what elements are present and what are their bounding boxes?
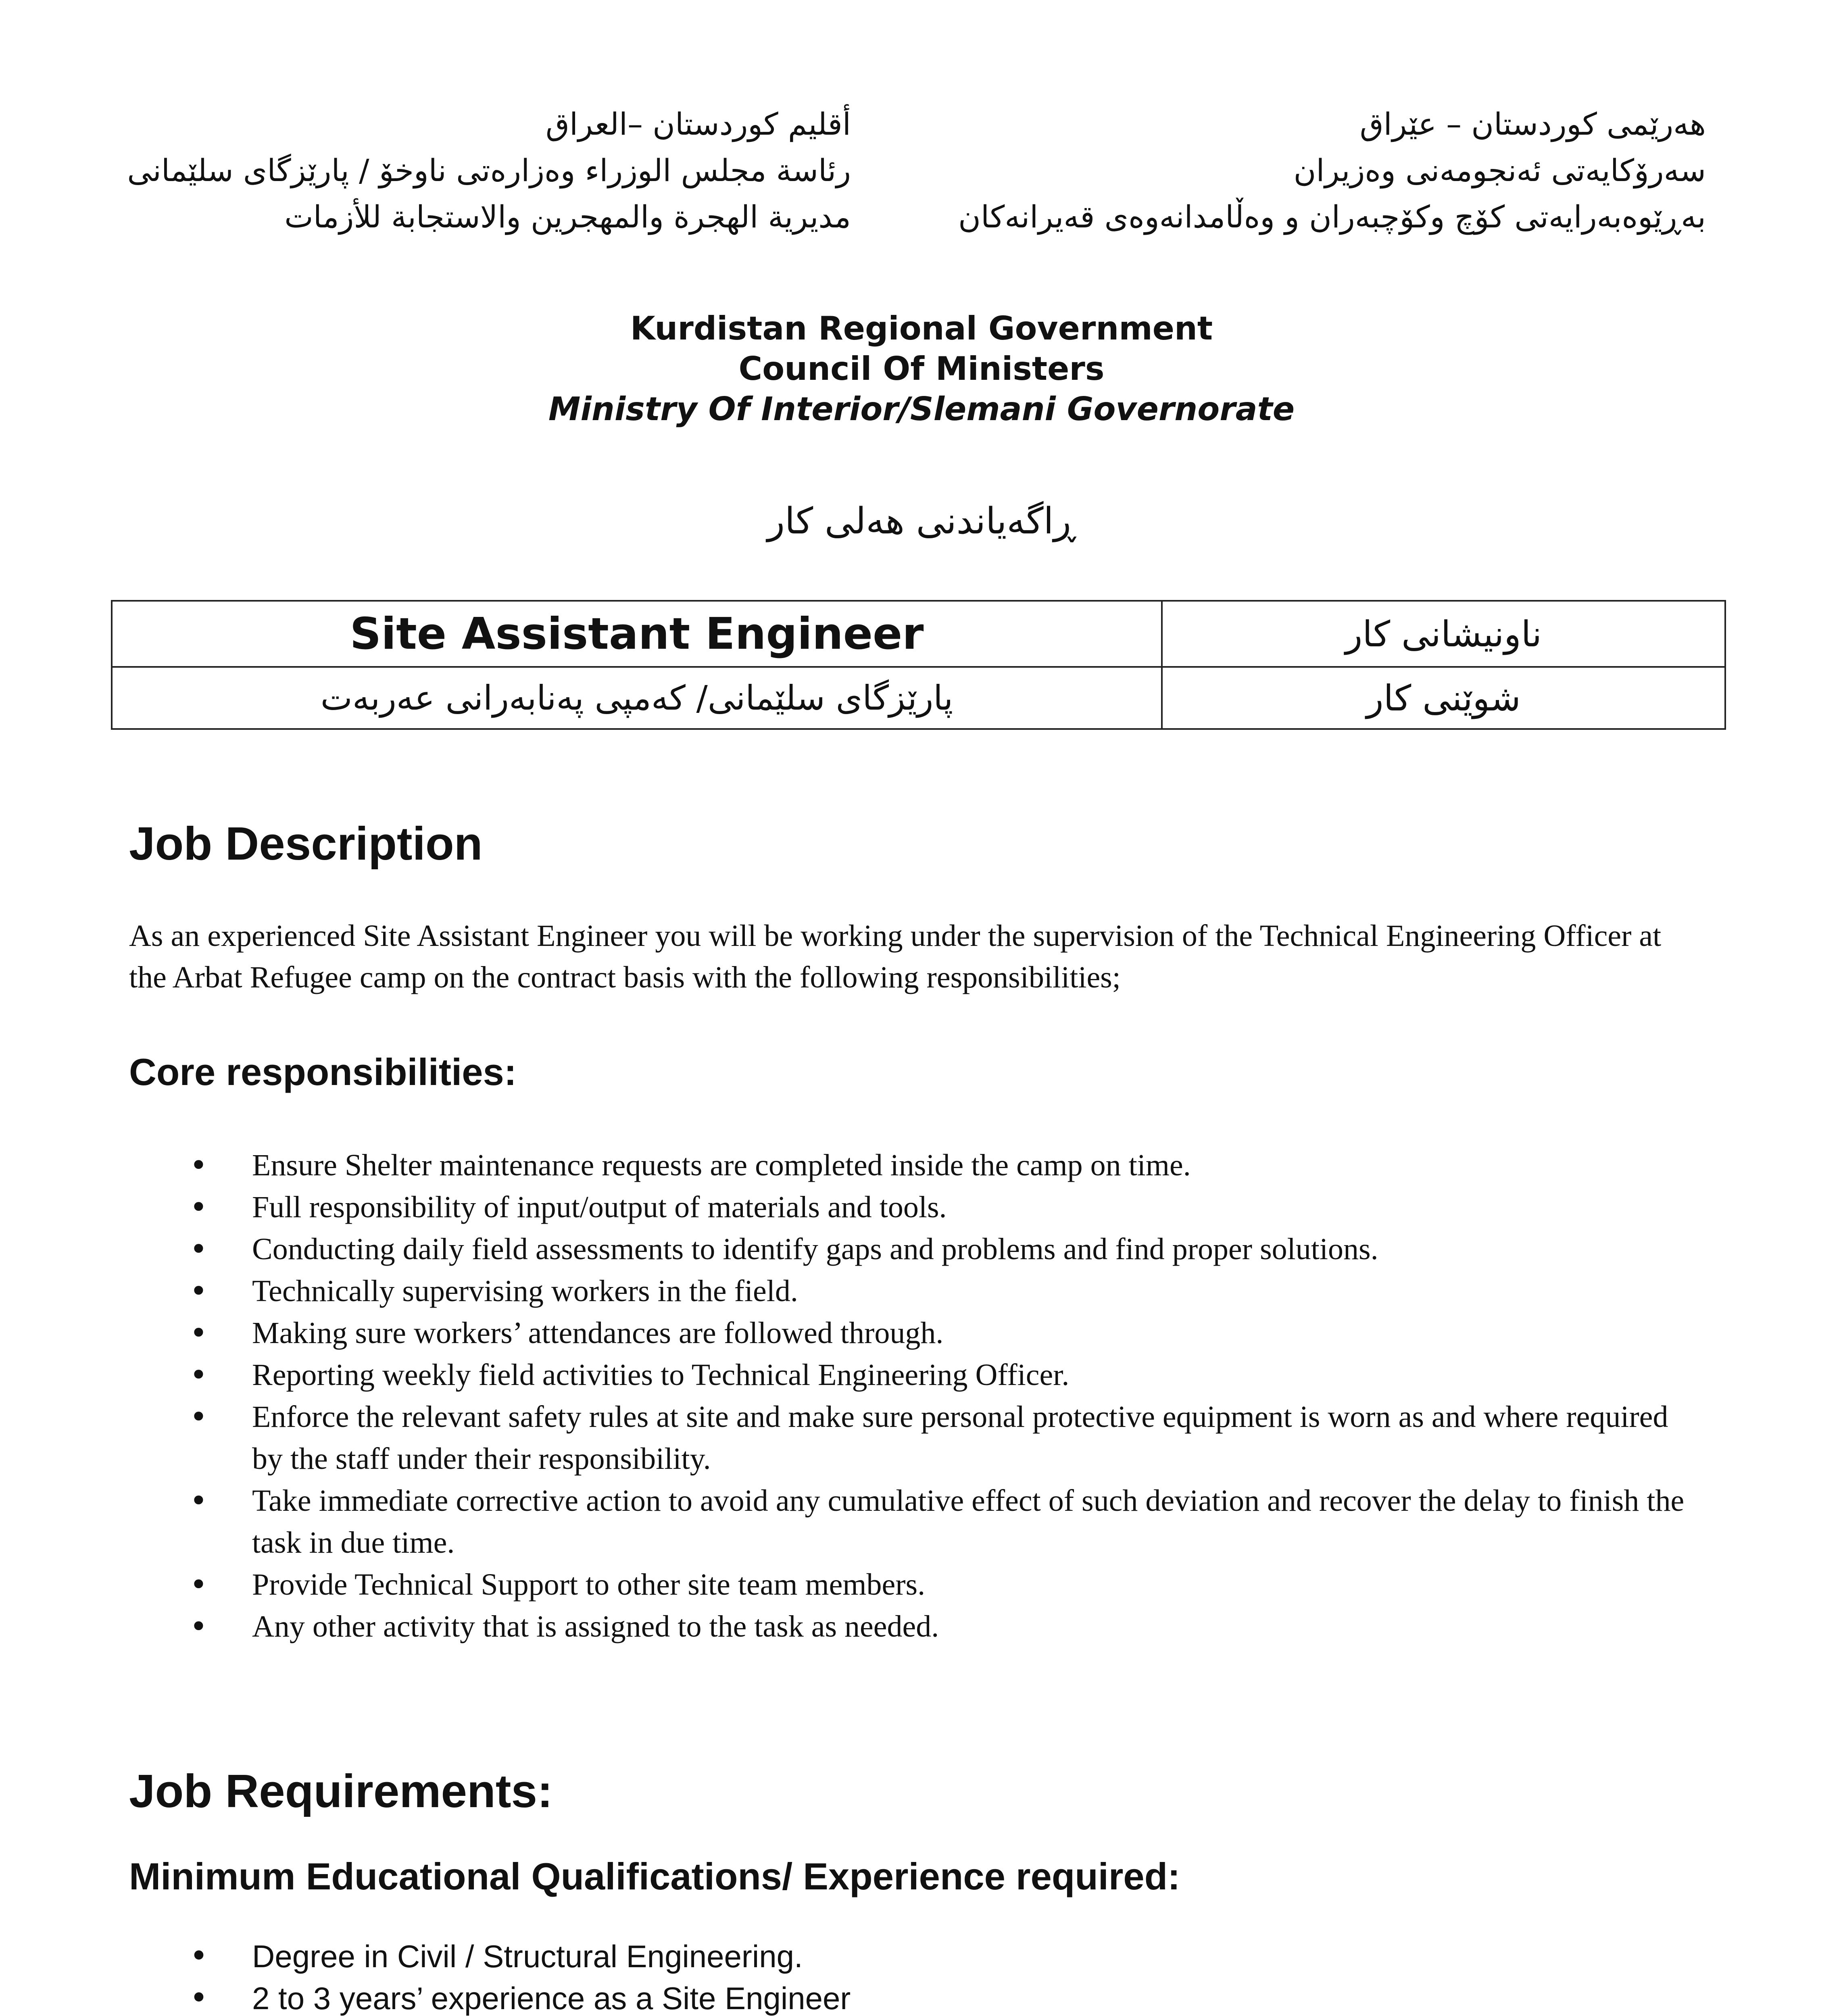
- kurdish-header-line-1: هەرێمی کوردستان – عێراق: [1359, 106, 1706, 142]
- bullet-icon: •: [190, 1608, 208, 1644]
- arabic-header-line-2: رئاسة مجلس الوزراء وەزارەتی ناوخۆ / پارێزگای سلێمانی: [127, 152, 851, 188]
- list-item: [186, 1564, 1702, 1606]
- list-item: [186, 1480, 1702, 1564]
- core-responsibilities-heading: Core responsibilities:: [129, 1051, 517, 1093]
- bullet-icon: •: [190, 1566, 208, 1602]
- list-item-text: Making sure workers’ attendances are followed through.: [252, 1316, 944, 1350]
- bullet-icon: •: [190, 1231, 208, 1267]
- list-item-text: Full responsibility of input/output of materials and tools.: [252, 1190, 947, 1224]
- core-responsibilities-list: [186, 1144, 1702, 1647]
- job-info-table: [111, 600, 1726, 730]
- list-item-text: Any other activity that is assigned to the task as needed.: [252, 1610, 939, 1643]
- list-item-text: Degree in Civil / Structural Engineering.: [252, 1939, 803, 1974]
- job-title-label: ناونیشانی کار: [1162, 601, 1725, 667]
- list-item: [186, 1270, 1702, 1312]
- list-item-text: Take immediate corrective action to avoid any cumulative effect of such deviation and recover the delay to finish the task in due time.: [252, 1484, 1685, 1560]
- list-item-text: Enforce the relevant safety rules at site and make sure personal protective equipment is worn as and where required by the staff under their responsibility.: [252, 1400, 1668, 1476]
- kurdish-header-line-3: بەڕێوەبەرایەتی کۆچ وکۆچبەران و وەڵامدانەوەی قەیرانەکان: [958, 199, 1706, 235]
- job-requirements-heading: Job Requirements:: [129, 1765, 553, 1817]
- list-item: [186, 1186, 1702, 1228]
- bullet-icon: •: [190, 1189, 208, 1225]
- job-title-row: [112, 601, 1725, 667]
- bullet-icon: •: [190, 1315, 208, 1351]
- english-header-line-2: Council Of Ministers: [738, 350, 1105, 387]
- list-item: [186, 1354, 1702, 1396]
- qualifications-subheading: Minimum Educational Qualifications/ Experience required:: [129, 1855, 1180, 1897]
- list-item: [186, 1396, 1702, 1480]
- job-location-row: [112, 667, 1725, 729]
- list-item: [186, 1228, 1702, 1270]
- list-item-text: Provide Technical Support to other site team members.: [252, 1568, 926, 1602]
- english-header-line-3: Ministry Of Interior/Slemani Governorate: [548, 390, 1295, 428]
- list-item-text: Reporting weekly field activities to Technical Engineering Officer.: [252, 1358, 1070, 1392]
- list-item-text: Conducting daily field assessments to identify gaps and problems and find proper solutions.: [252, 1232, 1378, 1266]
- list-item-text: Technically supervising workers in the field.: [252, 1274, 798, 1308]
- list-item: [186, 1935, 1702, 1977]
- job-description-heading: Job Description: [129, 817, 483, 870]
- list-item-text: Ensure Shelter maintenance requests are completed inside the camp on time.: [252, 1148, 1191, 1182]
- arabic-header: [127, 101, 851, 240]
- job-title-value: Site Assistant Engineer: [350, 608, 924, 659]
- requirements-list: [186, 1935, 1702, 2016]
- job-location-value-cell: [112, 667, 1162, 729]
- english-header-line-1: Kurdistan Regional Government: [630, 310, 1213, 347]
- list-item: [186, 1606, 1702, 1647]
- bullet-icon: •: [190, 1273, 208, 1309]
- job-title-value-cell: [112, 601, 1162, 667]
- job-location-label: شوێنی کار: [1162, 667, 1725, 729]
- list-item: [186, 1144, 1702, 1186]
- bullet-icon: •: [190, 1483, 208, 1518]
- kurdish-header: [958, 101, 1706, 240]
- list-item: [186, 1312, 1702, 1354]
- bullet-icon: •: [190, 1357, 208, 1393]
- arabic-header-line-1: أقليم كوردستان –العراق: [546, 106, 851, 142]
- list-item: [186, 1977, 1702, 2016]
- bullet-icon: •: [190, 1938, 208, 1974]
- job-location-value: پارێزگای سلێمانی/ کەمپی پەنابەرانی عەربەت: [320, 678, 953, 718]
- list-item-text: 2 to 3 years’ experience as a Site Engineer: [252, 1981, 851, 2016]
- bullet-icon: •: [190, 1147, 208, 1183]
- bullet-icon: •: [190, 1980, 208, 2016]
- kurdish-header-line-2: سەرۆکایەتی ئەنجومەنی وەزیران: [1293, 152, 1706, 188]
- bullet-icon: •: [190, 1399, 208, 1435]
- english-header: [0, 308, 1843, 429]
- job-announcement-title: ڕاگەیاندنی هەلی کار: [767, 500, 1076, 542]
- arabic-header-line-3: مديرية الهجرة والمهجرين والاستجابة للأزمات: [284, 199, 851, 235]
- job-description-text: As an experienced Site Assistant Engineer you will be working under the supervision of the Technical Engineering Officer at the Arbat Refugee camp on the contract basis with the following responsibilities;: [129, 919, 1662, 994]
